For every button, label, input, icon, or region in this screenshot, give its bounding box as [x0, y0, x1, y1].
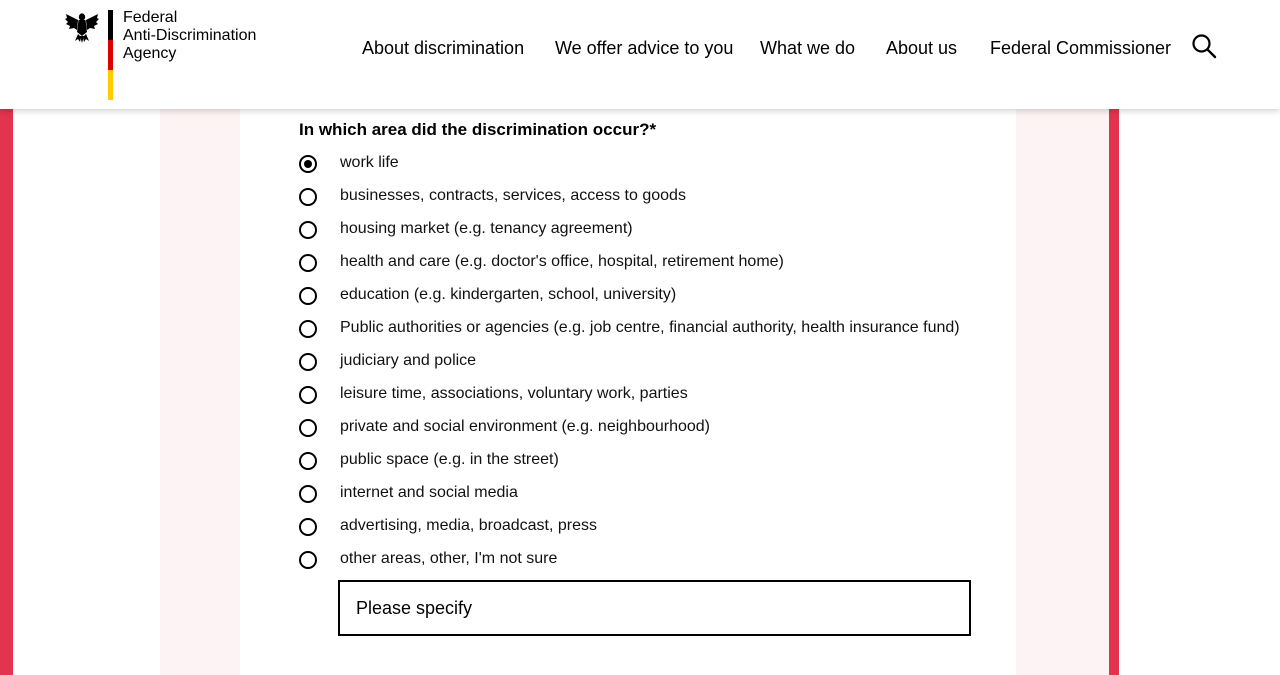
radio-option-label: leisure time, associations, voluntary work, parties — [340, 385, 688, 402]
search-icon — [1191, 33, 1217, 59]
radio-option[interactable] — [299, 148, 999, 181]
radio-option-label: judiciary and police — [340, 352, 477, 369]
flag-black-band — [108, 10, 113, 40]
radio-button[interactable] — [299, 287, 317, 305]
radio-button[interactable] — [299, 551, 317, 569]
agency-name-line: Agency — [123, 45, 177, 62]
radio-option[interactable] — [299, 544, 999, 577]
radio-button[interactable] — [299, 353, 317, 371]
nav-item-about-us[interactable]: About us — [886, 38, 958, 58]
nav-item-federal-commissioner[interactable]: Federal Commissioner — [990, 38, 1172, 58]
nav-item-about-discrimination[interactable]: About discrimination — [362, 38, 525, 58]
german-flag-stripe — [108, 10, 113, 100]
radio-button[interactable] — [299, 221, 317, 239]
radio-option[interactable] — [299, 412, 999, 445]
radio-option-label: education (e.g. kindergarten, school, university) — [340, 286, 677, 303]
radio-option[interactable] — [299, 478, 999, 511]
agency-name-line: Anti-Discrimination — [123, 27, 257, 44]
nav-item-advice[interactable]: We offer advice to you — [555, 38, 734, 58]
nav-item-what-we-do[interactable]: What we do — [760, 38, 856, 58]
radio-option[interactable] — [299, 511, 999, 544]
radio-option[interactable] — [299, 214, 999, 247]
radio-button[interactable] — [299, 485, 317, 503]
agency-name-line: Federal — [123, 9, 178, 26]
radio-button[interactable] — [299, 320, 317, 338]
radio-button[interactable] — [299, 518, 317, 536]
radio-option-label: housing market (e.g. tenancy agreement) — [340, 220, 633, 237]
radio-option[interactable] — [299, 379, 999, 412]
radio-option-label: advertising, media, broadcast, press — [340, 517, 598, 534]
radio-option[interactable] — [299, 247, 999, 280]
radio-option-label: other areas, other, I'm not sure — [340, 550, 558, 567]
radio-option[interactable] — [299, 445, 999, 478]
radio-option-label: Public authorities or agencies (e.g. job centre, financial authority, health insurance fund) — [340, 319, 960, 336]
radio-option[interactable] — [299, 346, 999, 379]
radio-button[interactable] — [299, 452, 317, 470]
question-heading: In which area did the discrimination occur?* — [299, 120, 657, 139]
radio-option-label: internet and social media — [340, 484, 518, 501]
radio-option-label: public space (e.g. in the street) — [340, 451, 559, 468]
radio-button[interactable] — [299, 419, 317, 437]
radio-option-label: work life — [340, 154, 399, 171]
site-header — [0, 0, 1280, 109]
radio-button[interactable] — [299, 254, 317, 272]
radio-option[interactable] — [299, 280, 999, 313]
please-specify-input[interactable] — [338, 580, 971, 636]
radio-option[interactable] — [299, 313, 999, 346]
radio-option[interactable] — [299, 181, 999, 214]
flag-red-band — [108, 40, 113, 70]
federal-eagle-icon — [64, 8, 100, 44]
search-button[interactable] — [1191, 33, 1217, 59]
radio-option-label: health and care (e.g. doctor's office, hospital, retirement home) — [340, 253, 784, 270]
radio-option-label: private and social environment (e.g. neighbourhood) — [340, 418, 711, 435]
home-logo-link[interactable] — [60, 0, 260, 105]
agency-name — [123, 9, 256, 63]
flag-gold-band — [108, 70, 113, 100]
radio-button-selected[interactable] — [299, 155, 317, 173]
radio-button[interactable] — [299, 386, 317, 404]
radio-button[interactable] — [299, 188, 317, 206]
radio-option-label: businesses, contracts, services, access to goods — [340, 187, 686, 204]
